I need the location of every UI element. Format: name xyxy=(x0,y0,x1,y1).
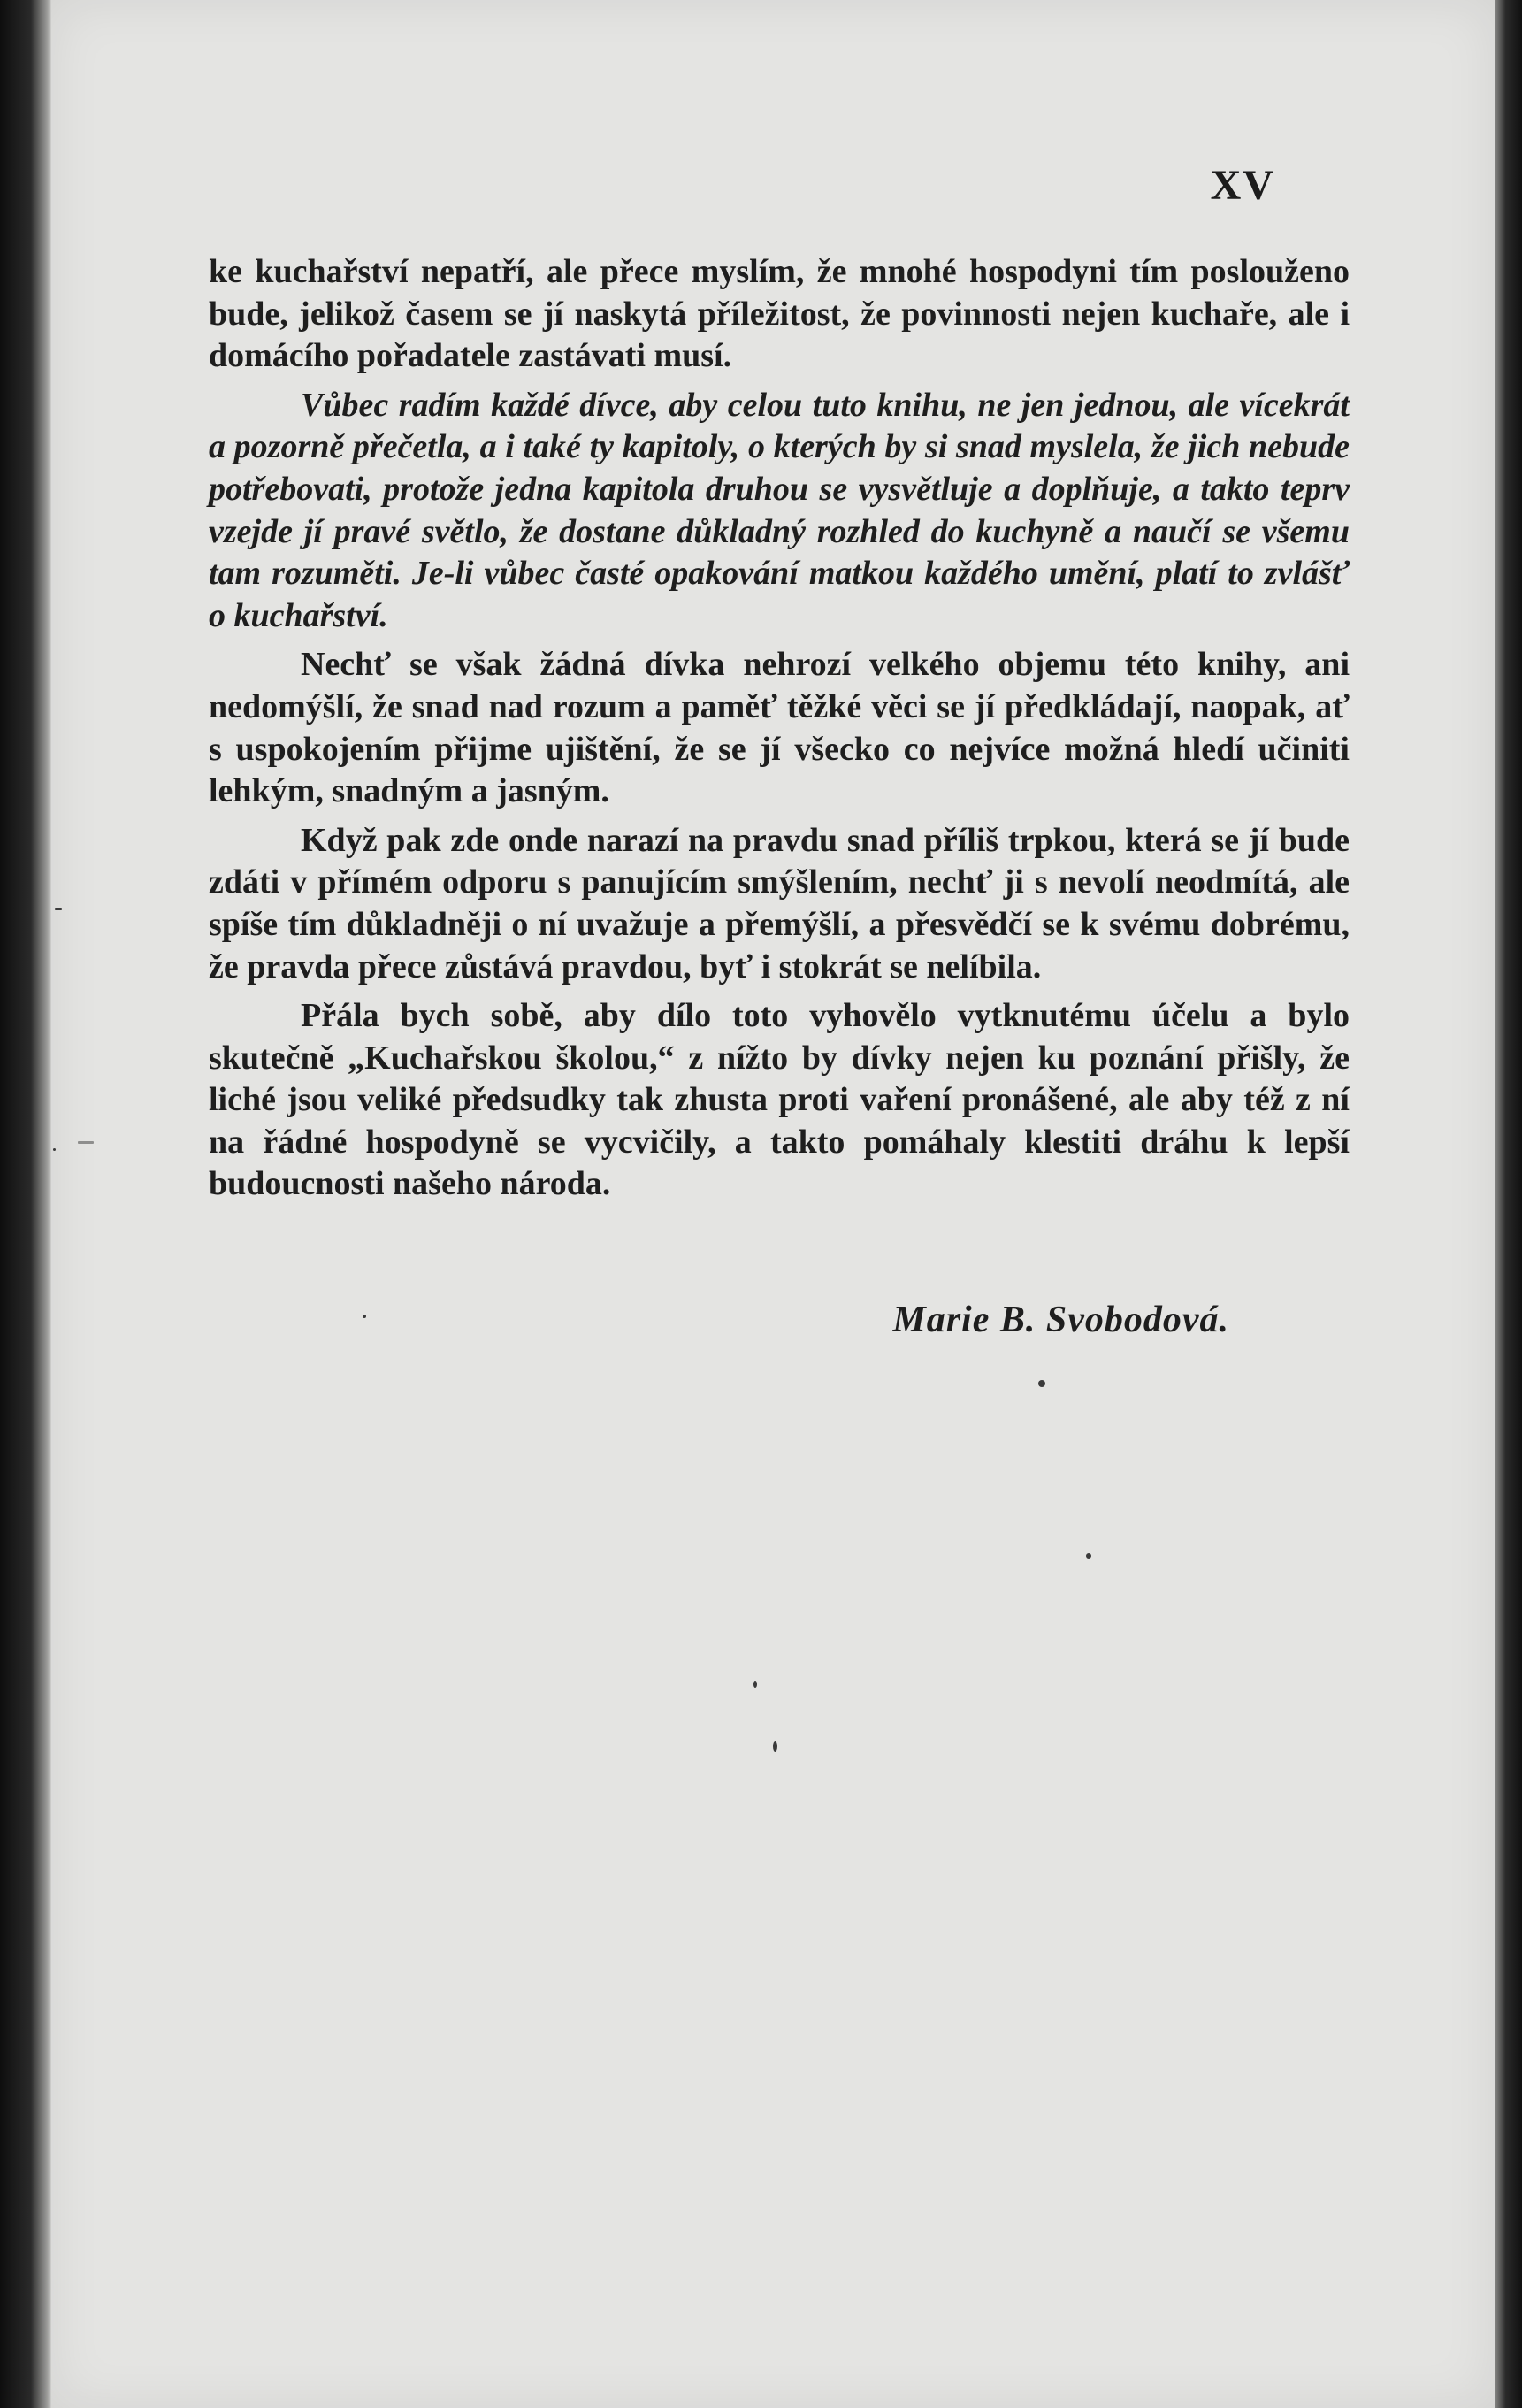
dust-speck xyxy=(78,1141,94,1144)
author-signature: Marie B. Svobodová. xyxy=(892,1300,1229,1340)
dust-speck xyxy=(1086,1553,1091,1559)
paragraph-2-italic: Vůbec radím každé dívce, aby celou tuto knihu, ne jen jednou, ale vícekrát a pozorně přečetla, a i také ty kapitoly, o kterých by si snad myslela, že jich nebude potřebovati, protože jedna kapitola druhou se vysvětluje a doplňuje, a takto teprv vzejde jí pravé světlo, že dostane důkladný rozhled do kuchyně a naučí se všemu tam rozuměti. Je-li vůbec časté opakování matkou každého umění, platí to zvlášť o kuchařství. xyxy=(209,386,1350,634)
dust-speck xyxy=(753,1681,757,1688)
book-page xyxy=(51,0,1495,2408)
dust-speck xyxy=(1038,1380,1045,1387)
paragraph-4: Když pak zde onde narazí na pravdu snad příliš trpkou, která se jí bude zdáti v přímém odporu s panujícím smýšlením, nechť ji s nevolí neodmítá, ale spíše tím důkladněji o ní uvažuje a přemýšlí, a přesvědčí se k svému dobrému, že pravda přece zůstává pravdou, byť i stokrát se nelíbila. xyxy=(209,821,1350,985)
paragraph-5: Přála bych sobě, aby dílo toto vyhovělo vytknutému účelu a bylo skutečně „Kuchařskou školou,“ z nížto by dívky nejen ku poznání přišly, že liché jsou veliké předsudky tak zhusta proti vaření pronášené, ale aby též z ní na řádné hospodyně se vycvičily, a takto pomáhaly klestiti dráhu k lepší budoucnosti našeho národa. xyxy=(209,997,1350,1203)
dust-speck xyxy=(773,1741,777,1752)
binding-edge-right xyxy=(1495,0,1522,2408)
dust-speck xyxy=(55,908,62,910)
paragraph-1: ke kuchařství nepatří, ale přece myslím, že mnohé hospodyni tím poslouženo bude, jelikož časem se jí naskytá příležitost, že povinnosti nejen kuchaře, ale i domácího pořadatele zastávati musí. xyxy=(209,253,1350,375)
dust-speck xyxy=(53,1148,56,1151)
page-number: XV xyxy=(1210,162,1275,209)
body-text xyxy=(209,251,1350,1213)
paragraph-3: Nechť se však žádná dívka nehrozí velkého objemu této knihy, ani nedomýšlí, že snad nad rozum a paměť těžké věci se jí předkládají, naopak, ať s uspokojením přijme ujištění, že se jí všecko co nejvíce možná hledí učiniti lehkým, snadným a jasným. xyxy=(209,646,1350,810)
binding-edge-left xyxy=(0,0,51,2408)
dust-speck xyxy=(363,1315,366,1318)
